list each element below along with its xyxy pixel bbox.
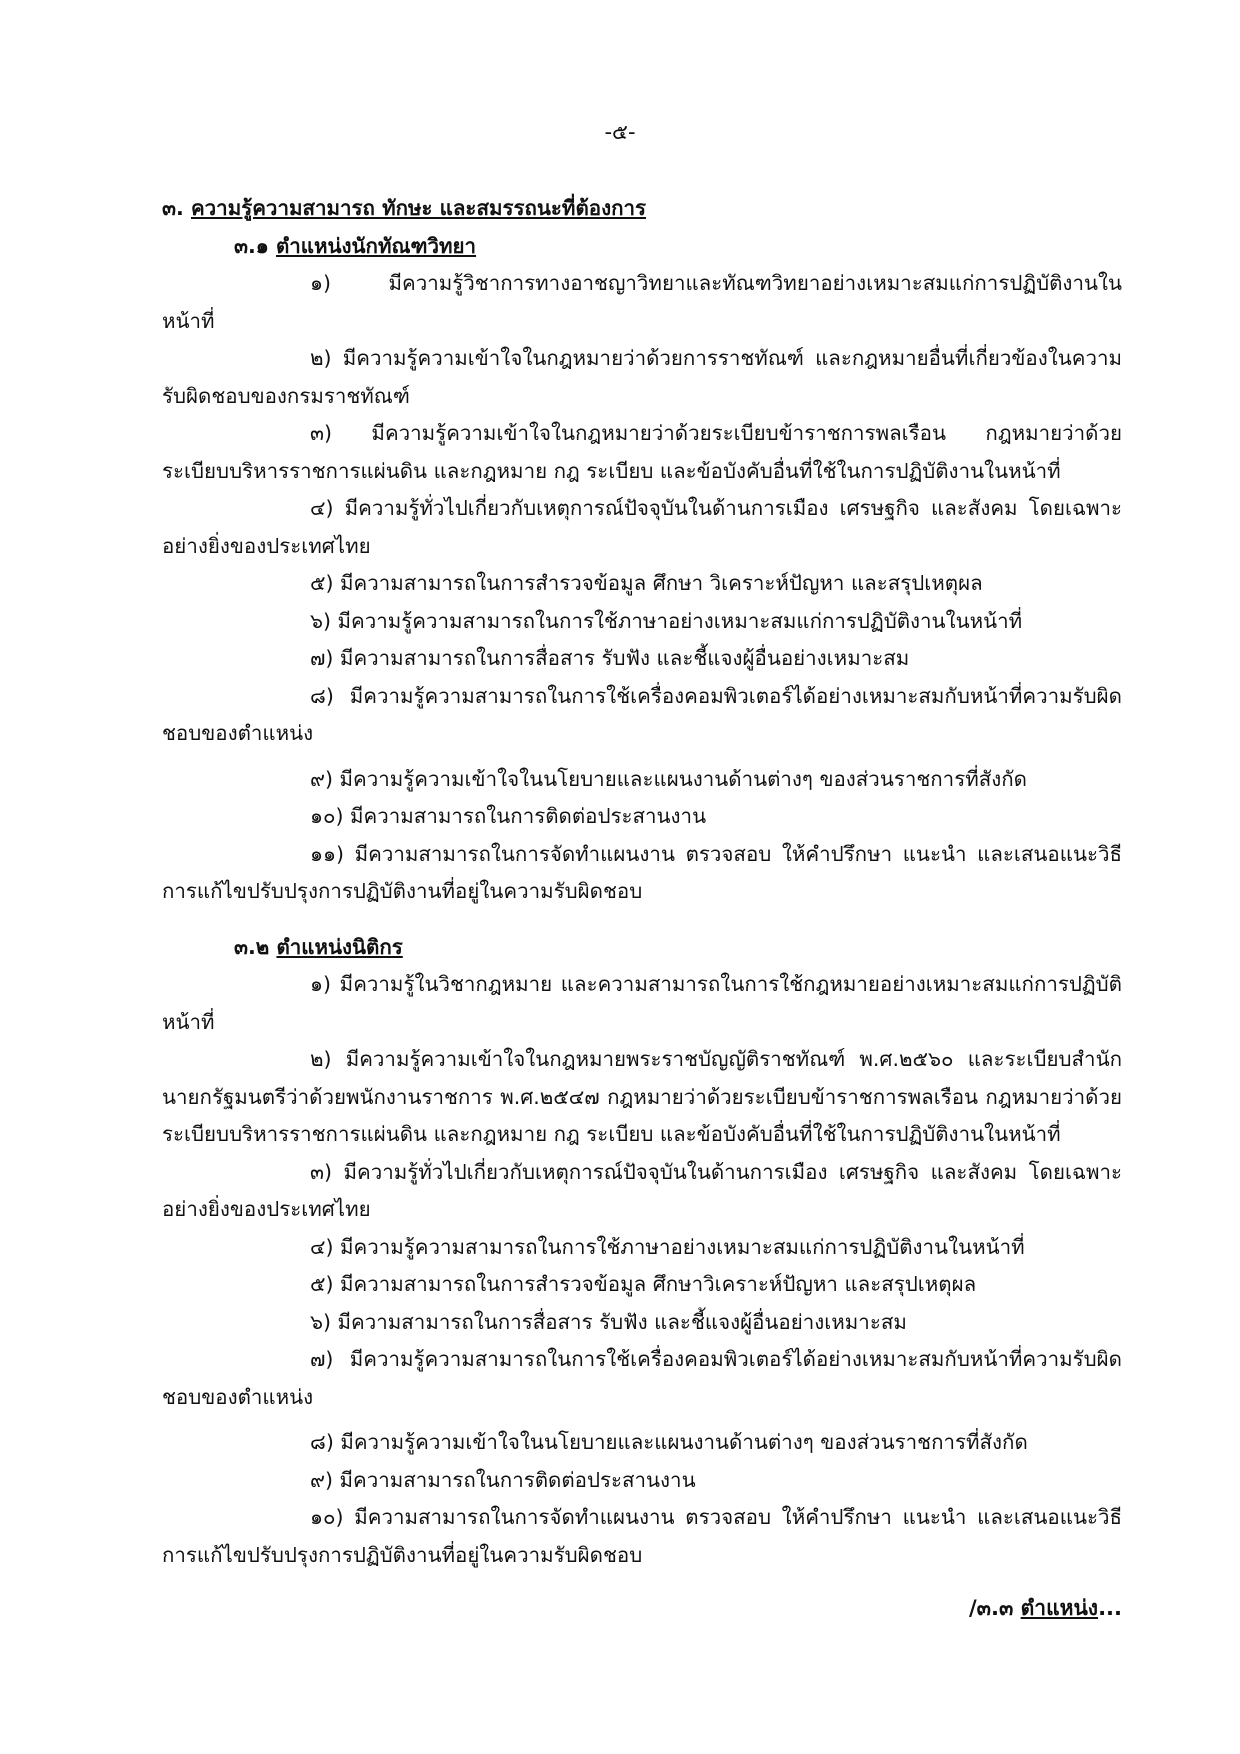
- list-item: ๗) มีความรู้ความสามารถในการใช้เครื่องคอมพิวเตอร์ได้อย่างเหมาะสมกับหน้าที่ความรับผิดชอบของตำแหน่ง: [162, 1347, 1122, 1409]
- section-number: ๓.: [162, 196, 184, 220]
- document-body: [162, 190, 1122, 1574]
- subsection-number: ๓.๒: [234, 934, 270, 959]
- list-item: ๓) มีความรู้ทั่วไปเกี่ยวกับเหตุการณ์ปัจจุบันในด้านการเมือง เศรษฐกิจ และสังคม โดยเฉพาะอย่างยิ่งของประเทศไทย: [162, 1159, 1122, 1221]
- subsection-title: ตำแหน่งนักทัณฑวิทยา: [275, 233, 477, 258]
- subsection-number: ๓.๑: [234, 233, 269, 258]
- list-item: ๙) มีความสามารถในการติดต่อประสานงาน: [310, 1467, 696, 1492]
- page-number: -๕-: [604, 120, 636, 144]
- footer-prefix: /๓.๓: [968, 1596, 1014, 1620]
- list-item: ๕) มีความสามารถในการสำรวจข้อมูล ศึกษา วิเคราะห์ปัญหา และสรุปเหตุผล: [310, 571, 983, 595]
- list-item: ๒) มีความรู้ความเข้าใจในกฎหมายว่าด้วยการราชทัณฑ์ และกฎหมายอื่นที่เกี่ยวข้องในความรับผิดชอบของกรมราชทัณฑ์: [162, 346, 1122, 408]
- section-heading: [162, 190, 1122, 228]
- list-item: ๔) มีความรู้ความสามารถในการใช้ภาษาอย่างเหมาะสมแก่การปฏิบัติงานในหน้าที่: [310, 1234, 1025, 1259]
- list-item: ๑๐) มีความสามารถในการติดต่อประสานงาน: [310, 804, 707, 828]
- list-item: ๘) มีความรู้ความสามารถในการใช้เครื่องคอมพิวเตอร์ได้อย่างเหมาะสมกับหน้าที่ความรับผิดชอบของตำแหน่ง: [162, 683, 1122, 745]
- list-item: ๗) มีความสามารถในการสื่อสาร รับฟัง และชี้แจงผู้อื่นอย่างเหมาะสม: [310, 646, 910, 670]
- subsection-heading-1: [162, 228, 1122, 266]
- footer-suffix: ...: [1098, 1596, 1122, 1620]
- list-item: ๖) มีความรู้ความสามารถในการใช้ภาษาอย่างเหมาะสมแก่การปฏิบัติงานในหน้าที่: [310, 608, 1023, 633]
- list-item: ๑๐) มีความสามารถในการจัดทำแผนงาน ตรวจสอบ ให้คำปรึกษา แนะนำ และเสนอแนะวิธีการแก้ไขปรับปรุงการปฏิบัติงานที่อยู่ในความรับผิดชอบ: [162, 1505, 1122, 1567]
- section-title: ความรู้ความสามารถ ทักษะ และสมรรถนะที่ต้องการ: [190, 196, 647, 220]
- list-item: ๑) มีความรู้วิชาการทางอาชญาวิทยาและทัณฑวิทยาอย่างเหมาะสมแก่การปฏิบัติงานในหน้าที่: [162, 271, 1122, 333]
- list-item: ๖) มีความสามารถในการสื่อสาร รับฟัง และชี้แจงผู้อื่นอย่างเหมาะสม: [310, 1309, 907, 1334]
- list-item: ๘) มีความรู้ความเข้าใจในนโยบายและแผนงานด้านต่างๆ ของส่วนราชการที่สังกัด: [310, 1430, 1028, 1454]
- list-item: ๑๑) มีความสามารถในการจัดทำแผนงาน ตรวจสอบ ให้คำปรึกษา แนะนำ และเสนอแนะวิธีการแก้ไขปรับปรุงการปฏิบัติงานที่อยู่ในความรับผิดชอบ: [162, 841, 1122, 903]
- list-item: ๓) มีความรู้ความเข้าใจในกฎหมายว่าด้วยระเบียบข้าราชการพลเรือน กฎหมายว่าด้วยระเบียบบริหารราชการแผ่นดิน และกฎหมาย กฎ ระเบียบ และข้อบังคับอื่นที่ใช้ในการปฏิบัติงานในหน้าที่: [162, 421, 1122, 483]
- subsection-heading-2: [162, 929, 1122, 967]
- subsection-title: ตำแหน่งนิติกร: [276, 934, 403, 959]
- continuation-footer: [969, 1592, 1122, 1625]
- list-item: ๒) มีความรู้ความเข้าใจในกฎหมายพระราชบัญญัติราชทัณฑ์ พ.ศ.๒๕๖๐ และระเบียบสำนักนายกรัฐมนตรีว่าด้วยพนักงานราชการ พ.ศ.๒๕๔๗ กฎหมายว่าด้วยระเบียบข้าราชการพลเรือน กฎหมายว่าด้วยระเบียบบริหารราชการแผ่นดิน และกฎหมาย กฎ ระเบียบ และข้อบังคับอื่นที่ใช้ในการปฏิบัติงานในหน้าที่: [162, 1047, 1122, 1146]
- list-item: ๑) มีความรู้ในวิชากฎหมาย และความสามารถในการใช้กฎหมายอย่างเหมาะสมแก่การปฏิบัติหน้าที่: [162, 972, 1122, 1034]
- list-item: ๙) มีความรู้ความเข้าใจในนโยบายและแผนงานด้านต่างๆ ของส่วนราชการที่สังกัด: [310, 766, 1027, 791]
- footer-underlined: ตำแหน่ง: [1020, 1596, 1099, 1620]
- list-item: ๔) มีความรู้ทั่วไปเกี่ยวกับเหตุการณ์ปัจจุบันในด้านการเมือง เศรษฐกิจ และสังคม โดยเฉพาะอย่างยิ่งของประเทศไทย: [162, 496, 1122, 558]
- list-item: ๕) มีความสามารถในการสำรวจข้อมูล ศึกษาวิเคราะห์ปัญหา และสรุปเหตุผล: [310, 1272, 977, 1296]
